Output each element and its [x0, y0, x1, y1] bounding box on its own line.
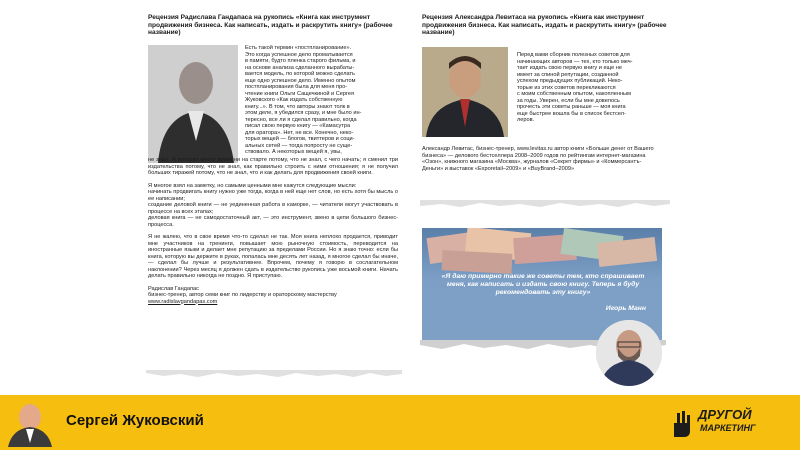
- wrap-line: успехом предыдущих публикаций. Неко-: [517, 78, 623, 84]
- wrap-line: этом деле, я убедился сразу, и мне было ин-: [245, 110, 362, 116]
- signature-name: Радислав Гандапас: [148, 285, 199, 292]
- speaker-name: Сергей Жуковский: [66, 412, 204, 429]
- levitas-photo: [422, 47, 508, 137]
- wrap-text: [517, 52, 667, 124]
- review-page-gandapas: [148, 14, 398, 372]
- signature-url[interactable]: www.radislavgandapas.com: [148, 298, 218, 305]
- review-title: Рецензия Радислава Гандапаса на рукопись «Книга как инструмент продвижения бизнеса. Как написать, издать и раскрутить книгу» (рабочее название): [148, 14, 393, 37]
- wrap-line: на основе анализа сделанного вырабаты-: [245, 64, 355, 71]
- wrap-line: для оратора». Нет, не все. Конечно, неко-: [245, 129, 354, 136]
- wrap-line: торых вещей — блогов, твиттеров и соци-: [245, 136, 355, 142]
- wrap-line: леров.: [517, 117, 535, 123]
- torn-edge: [146, 370, 402, 378]
- paragraph: Я многое взял на заметку, но самыми ценными мне кажутся следующие мысли:: [148, 182, 357, 189]
- mann-photo: [596, 320, 662, 386]
- torn-edge: [420, 200, 670, 208]
- wrap-line: альных сетей — тогда попросту не суще-: [245, 142, 353, 149]
- review-title: Рецензия Александра Левитаса на рукопись «Книга как инструмент продвижения бизнеса. Как написать, издать и раскрутить книгу» (рабочее название): [422, 14, 667, 37]
- wrap-line: ствовало. А некоторых вещей я, увы,: [245, 149, 342, 155]
- wrap-line: тает издать свою первую книгу и еще не: [517, 65, 622, 71]
- paragraph: деловая книга — не самодостаточный акт, — это инструмент, звено в цепи большого бизнес-процесса.: [148, 215, 398, 228]
- wrap-line: книгу...». В том, что авторы знают толк в: [245, 103, 350, 110]
- hand-icon: [670, 409, 694, 439]
- paragraph: создание деловой книги — не уединенная работа в каморке, — читатели могут участвовать в процессе на всех этапах;: [148, 202, 398, 215]
- wrap-line: торые из этих советов перекликаются: [517, 84, 616, 91]
- review-page-levitas: [422, 14, 667, 174]
- speaker-avatar: [6, 399, 54, 447]
- wrap-text: [245, 45, 398, 156]
- wrap-line: тересно, все ли я сделал правильно, когда: [245, 116, 357, 123]
- logo-line2: МАРКЕТИНГ: [700, 423, 756, 433]
- banner-quote: «Я даю примерно такие же советы тем, кто спрашивает меня, как написать и издать свою книгу. Теперь я буду рекомендовать эту книгу»: [441, 273, 645, 296]
- wrap-line: еще быстрее вошла бы в список бестсел-: [517, 110, 626, 117]
- wrap-line: за годы. Уверен, если бы мне довелось: [517, 97, 620, 104]
- wrap-line: с моим собственным опытом, накопленным: [517, 91, 631, 97]
- review-body: [148, 157, 398, 305]
- wrap-line: чтение книги Ольги Сащечкиной и Сергея: [245, 90, 355, 97]
- wrap-line: прочесть эти советы раньше — моя книга: [517, 104, 626, 110]
- wrap-line: Есть такой термин «постпланирование».: [245, 45, 352, 51]
- paragraph: Я не жалею, что в свое время что-то сделал не так. Моя книга неплохо продается, приводит мне участников на тренинги, повышает мою рыночную стоимость, переводится на иностранные языки и делает мне репутацию за пределами России. Но я знаю точно: если бы книга, которую вы держите в руках, попалась мне десять лет назад, я многое сделал бы иначе, — сделал бы лучше и результативнее. Впрочем, почему я говорю в сослагательном наклонении? Через месяц я должен сдать в издательство рукопись уже восьмой книги. Начать делать правильно никогда не поздно. Я приступаю.: [148, 234, 398, 279]
- paragraph: не знал. Я потерял много времени на старте потому, что не знал, с чего начать; я сменил три издательства потому, что не знал, как правильно строить с ними отношения; я не получил больших тиражей потому, что не знал, что и как делать для продвижения своей книги.: [148, 157, 398, 176]
- wrap-line: в памяти, будто пленка старого фильма, и: [245, 58, 356, 64]
- wrap-line: Это когда успешное дело проматывается: [245, 51, 353, 58]
- brand-logo: [670, 403, 770, 443]
- wrap-line: еще одно успешное дело. Именно опытом: [245, 77, 356, 84]
- wrap-line: начинающих авторов — тех, кто только меч-: [517, 58, 633, 65]
- logo-line1: ДРУГОЙ: [698, 407, 752, 422]
- signature: Александр Левитас, бизнес-тренер, www.levitas.ru автор книги «Больше денег от Вашего бизнеса» — делового бестселлера 2008–2009 годов по рейтингам интернет-магазина «Озон», книжного магазина «Москва», журналов «Секрет фирмы» и «Коммерсантъ-Деньги» и выставок «Exporetail–2009» и «BuyBrand–2009»: [422, 146, 654, 172]
- footer-bar: [0, 395, 800, 450]
- wrap-line: вается модель, по которой можно сделать: [245, 71, 355, 77]
- wrap-line: писал свою первую книгу — «Камасутра: [245, 123, 351, 129]
- paragraph: начинать продвигать книгу нужно уже тогда, когда в ней еще нет слов, но есть хотя бы мысль о ее написании;: [148, 189, 398, 202]
- wrap-line: постпланирования была для меня про-: [245, 84, 348, 90]
- gandapas-photo: [148, 45, 238, 163]
- wrap-line: имеет за спиной репутации, созданной: [517, 71, 619, 78]
- wrap-line: Жуковского «Как издать собственную: [245, 97, 343, 103]
- signature-role: бизнес-тренер, автор семи книг по лидерству и ораторскому мастерству: [148, 292, 337, 298]
- banner-author: Игорь Манн: [605, 305, 646, 312]
- wrap-line: Перед вами сборник полезных советов для: [517, 52, 630, 58]
